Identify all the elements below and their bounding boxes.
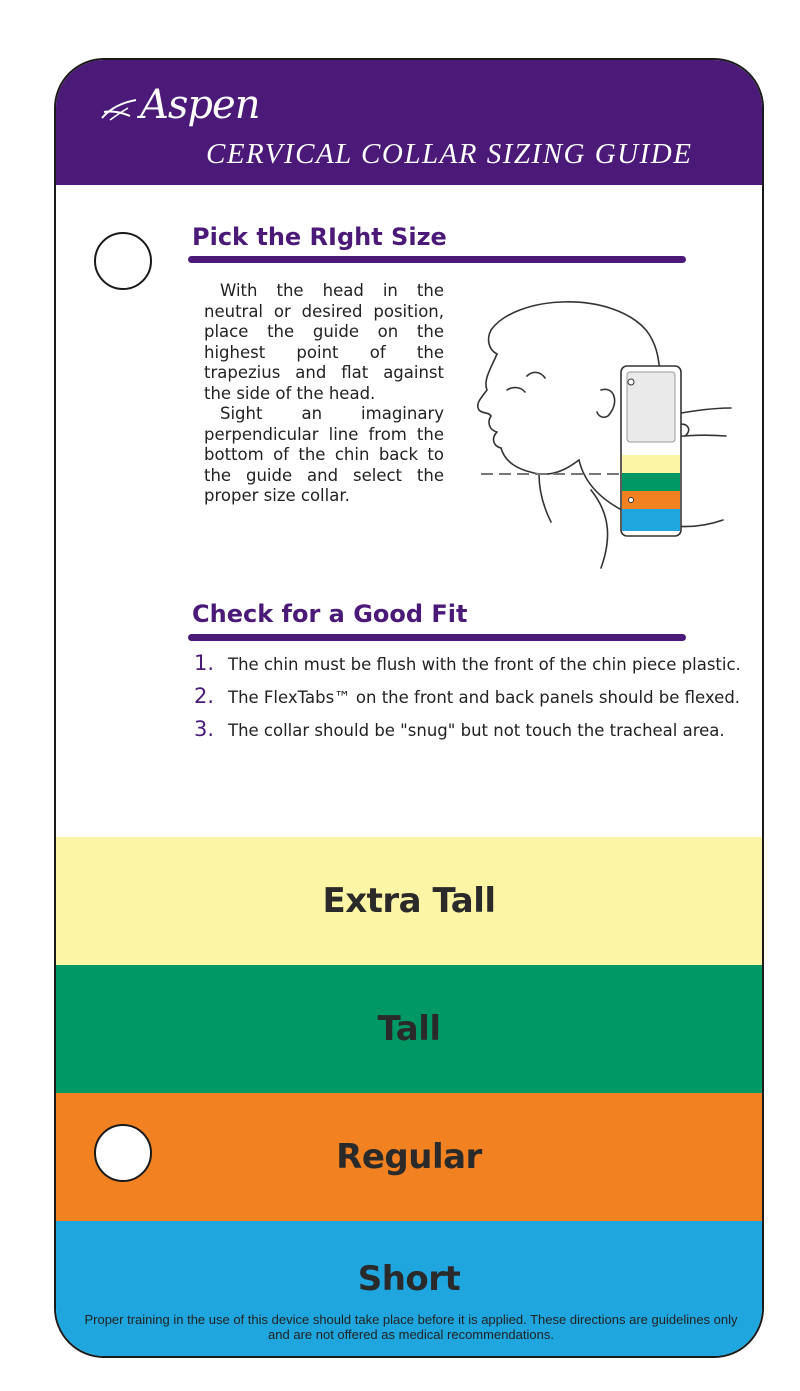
instruction-paragraph-1: With the head in the neutral or desired position, place the guide on the highest point of the trapezius and flat against the side of the head.	[204, 281, 444, 403]
item-number: 1.	[194, 651, 215, 675]
instruction-paragraph-2: Sight an imaginary perpendicular line from the bottom of the chin back to the guide and select the proper size collar.	[204, 404, 444, 505]
fit-checklist	[194, 651, 754, 754]
size-band-tall	[56, 965, 762, 1093]
head-measurement-illustration	[461, 290, 736, 570]
item-text: The FlexTabs™ on the front and back panels should be flexed.	[228, 688, 741, 707]
good-fit-rule	[188, 634, 686, 641]
header-banner	[56, 60, 762, 185]
size-band-extra-tall	[56, 837, 762, 965]
item-number: 3.	[194, 717, 215, 741]
list-item	[194, 684, 754, 708]
size-label: Tall	[377, 1009, 441, 1049]
pick-size-title: Pick the RIght Size	[192, 223, 447, 251]
list-item	[194, 651, 754, 675]
item-text: The collar should be "snug" but not touch the tracheal area.	[228, 721, 725, 740]
pick-size-rule	[188, 256, 686, 263]
size-band-regular	[56, 1093, 762, 1221]
item-number: 2.	[194, 684, 215, 708]
size-label: Short	[357, 1259, 461, 1299]
list-item	[194, 717, 754, 741]
size-label: Regular	[336, 1137, 482, 1177]
pick-size-instructions	[204, 281, 444, 507]
disclaimer-text: Proper training in the use of this device should take place before it is applied. These directions are guidelines only and are not offered as medical recommendations.	[84, 1312, 738, 1342]
sizing-guide-card	[54, 58, 764, 1358]
aspen-logo-icon	[100, 96, 140, 124]
punch-hole-top	[94, 232, 152, 290]
guide-title: CERVICAL COLLAR SIZING GUIDE	[206, 138, 693, 170]
punch-hole-bottom	[94, 1124, 152, 1182]
size-label: Extra Tall	[322, 881, 496, 921]
brand-name: Aspen	[140, 82, 260, 128]
item-text: The chin must be flush with the front of the chin piece plastic.	[228, 655, 741, 674]
good-fit-title: Check for a Good Fit	[192, 600, 468, 628]
